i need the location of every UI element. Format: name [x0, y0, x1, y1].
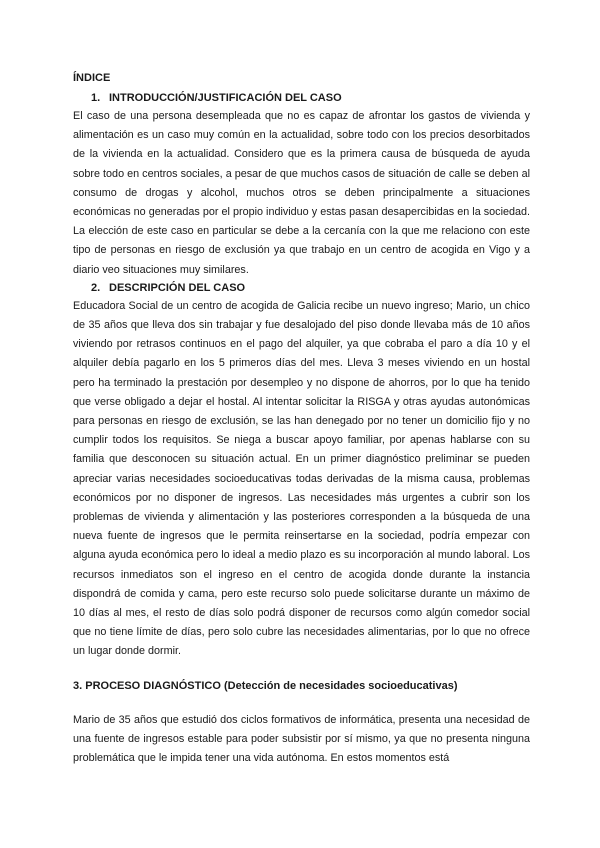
- index-title: ÍNDICE: [73, 72, 111, 84]
- section-2-title: DESCRIPCIÓN DEL CASO: [109, 281, 246, 294]
- section-2-paragraph: Educadora Social de un centro de acogida de Galicia recibe un nuevo ingreso; Mario, un chico de 35 años que lleva dos sin trabajar y fue desalojado del piso donde llevaba más de 10 años viviendo por retrasos continuos en el pago del alquiler, ya que cobraba el paro a día 10 y el alquiler debía pagarlo en los 5 primeros días del mes. Lleva 3 meses viviendo en un hostal pero ha terminado la prestación por desempleo y no dispone de ahorros, por lo que ha tenido que verse obligado a dejar el hostal. Al intentar solicitar la RISGA y otras ayudas autonómicas para personas en riesgo de exclusión, se las han denegado por no tener un domicilio fijo y no cumplir todos los requisitos. Se niega a buscar apoyo familiar, por apenas hablarse con su familia que desconocen su situación actual. En un primer diagnóstico preliminar se pueden apreciar varias necesidades socioeducativas todas derivadas de la misma causa, problemas económicos por no disponer de ingresos. Las necesidades más urgentes a cubrir son los problemas de vivienda y alimentación y las posteriores corresponden a la búsqueda de una nueva fuente de ingresos que le permita reinsertarse en la sociedad, podría empezar con alguna ayuda económica pero lo ideal a medio plazo es su incorporación al mundo laboral. Los recursos inmediatos son el ingreso en el centro de acogida donde durante la instancia dispondrá de comida y cama, pero este recurso solo puede solicitarse durante un máximo de 10 días al mes, el resto de días solo podrá disponer de recursos como algún comedor social que no tiene límite de días, pero solo cubre las necesidades alimentarias, por lo que no ofrece un lugar donde dormir.: [73, 299, 530, 658]
- section-2-heading: [73, 280, 530, 297]
- document-body: [73, 70, 530, 768]
- section-3-heading: 3. PROCESO DIAGNÓSTICO (Detección de necesidades socioeducativas): [73, 679, 458, 692]
- section-2-number: 2.: [91, 281, 101, 294]
- section-1-paragraph: El caso de una persona desempleada que no es capaz de afrontar los gastos de vivienda y alimentación es un caso muy común en la actualidad, sobre todo con los precios desorbitados de la vivienda en la actualidad. Considero que es la primera causa de búsqueda de ayuda sobre todo en centros sociales, a pesar de que muchos casos de situación de calle se deben al consumo de drogas y alcohol, muchos otros se deben principalmente a situaciones económicas no generadas por el propio individuo y estas pasan desapercibidas en la sociedad. La elección de este caso en particular se debe a la cercanía con la que me relaciono con este tipo de personas en riesgo de exclusión ya que trabajo en un centro de acogida en Vigo y a diario veo situaciones muy similares.: [73, 110, 530, 276]
- section-1-heading: [73, 90, 530, 107]
- section-3-paragraph: Mario de 35 años que estudió dos ciclos formativos de informática, presenta una necesidad de una fuente de ingresos estable para poder subsistir por sí mismo, ya que no presenta ninguna problemática que le impida tener una vida autónoma. En estos momentos está: [73, 713, 530, 765]
- section-1-number: 1.: [91, 92, 101, 104]
- section-1-title: INTRODUCCIÓN/JUSTIFICACIÓN DEL CASO: [109, 92, 342, 104]
